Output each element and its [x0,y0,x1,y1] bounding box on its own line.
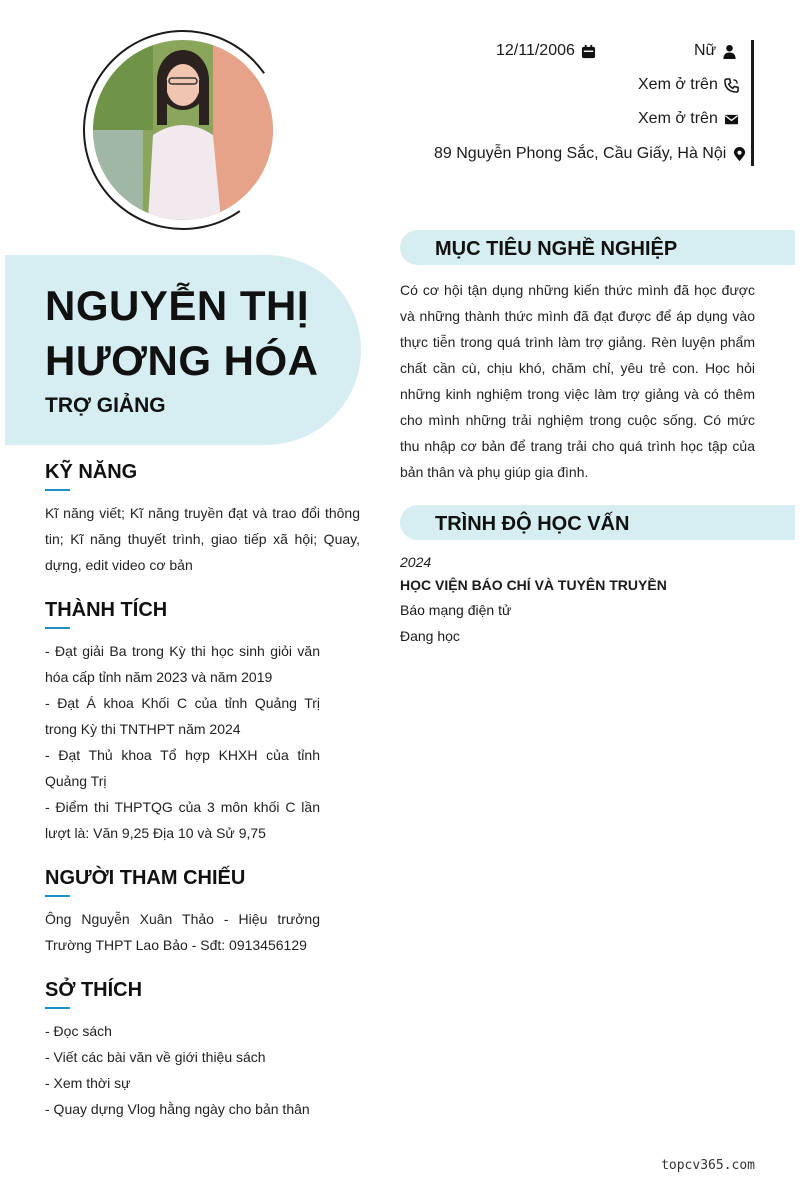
skills-text: Kĩ năng viết; Kĩ năng truyền đạt và trao đổi thông tin; Kĩ năng thuyết trình, giao tiếp xã hội; Quay, dựng, edit video cơ bản [45,505,360,573]
job-title: TRỢ GIẢNG [45,394,166,417]
education-title: TRÌNH ĐỘ HỌC VẤN [435,513,630,535]
calendar-icon [581,44,596,59]
objective-text: Có cơ hội tận dụng những kiến thức mình đã học được và những thành thức mình đã đạt được để áp dụng vào thực tiễn trong quá trình làm trợ giảng. Rèn luyện phẩm chất cần cù, chịu khó, chăm chỉ, yêu trẻ con. Học hỏi những kinh nghiệm trong việc làm trợ giảng và có thêm cho mình những trải nghiệm trong cuộc sống. Có mức thu nhập cơ bản để trang trải cho quá trình học tập của bản thân và phụ giúp gia đình. [400,282,755,480]
birthdate-field [496,42,596,60]
user-icon [722,44,737,59]
achievements-list [45,638,320,846]
birthdate-text: 12/11/2006 [496,42,575,59]
list-item: - Điểm thi THPTQG của 3 môn khối C lần lượt là: Văn 9,25 Địa 10 và Sử 9,75 [45,799,320,841]
achievements-underline [45,627,70,629]
list-item: - Đạt Thủ khoa Tổ hợp KHXH của tỉnh Quảng Trị [45,747,320,789]
list-item: - Quay dựng Vlog hằng ngày cho bản thân [45,1101,310,1117]
address-text: 89 Nguyễn Phong Sắc, Cầu Giấy, Hà Nội [434,145,727,162]
contact-divider [751,40,754,166]
gender-text: Nữ [694,42,717,59]
education-school: HỌC VIỆN BÁO CHÍ VÀ TUYÊN TRUYỀN [400,577,667,593]
references-title: NGƯỜI THAM CHIẾU [45,867,246,889]
education-major: Báo mạng điện tử [400,602,512,618]
skills-title: KỸ NĂNG [45,461,138,483]
name-line-1: NGUYỄN THỊ [45,282,310,329]
objective-title: MỤC TIÊU NGHỀ NGHIỆP [435,238,678,260]
list-item: - Đạt giải Ba trong Kỳ thi học sinh giỏi văn hóa cấp tỉnh năm 2023 và năm 2019 [45,643,320,685]
achievements-title: THÀNH TÍCH [45,599,168,621]
education-year: 2024 [400,554,432,570]
phone-field [638,76,739,94]
list-item: - Viết các bài văn về giới thiệu sách [45,1049,266,1065]
email-text: Xem ở trên [638,110,718,127]
list-item: - Đạt Á khoa Khối C của tỉnh Quảng Trị trong Kỳ thi TNTHPT năm 2024 [45,695,320,737]
phone-text: Xem ở trên [638,76,718,93]
phone-icon [724,78,739,93]
references-text: Ông Nguyễn Xuân Thảo - Hiệu trưởng Trường THPT Lao Bảo - Sđt: 0913456129 [45,911,320,953]
list-item: - Xem thời sự [45,1075,131,1091]
hobbies-list [45,1018,345,1122]
hobbies-underline [45,1007,70,1009]
gender-field [694,42,737,60]
references-underline [45,895,70,897]
hobbies-title: SỞ THÍCH [45,979,143,1001]
address-field [434,145,747,163]
full-name [45,278,319,388]
mail-icon [724,112,739,127]
skills-underline [45,489,70,491]
education-status: Đang học [400,628,460,644]
name-line-2: HƯƠNG HÓA [45,337,319,384]
email-field [638,110,739,128]
list-item: - Đọc sách [45,1023,112,1039]
location-pin-icon [732,147,747,162]
footer-brand: topcv365.com [661,1158,755,1173]
profile-photo [93,40,273,220]
